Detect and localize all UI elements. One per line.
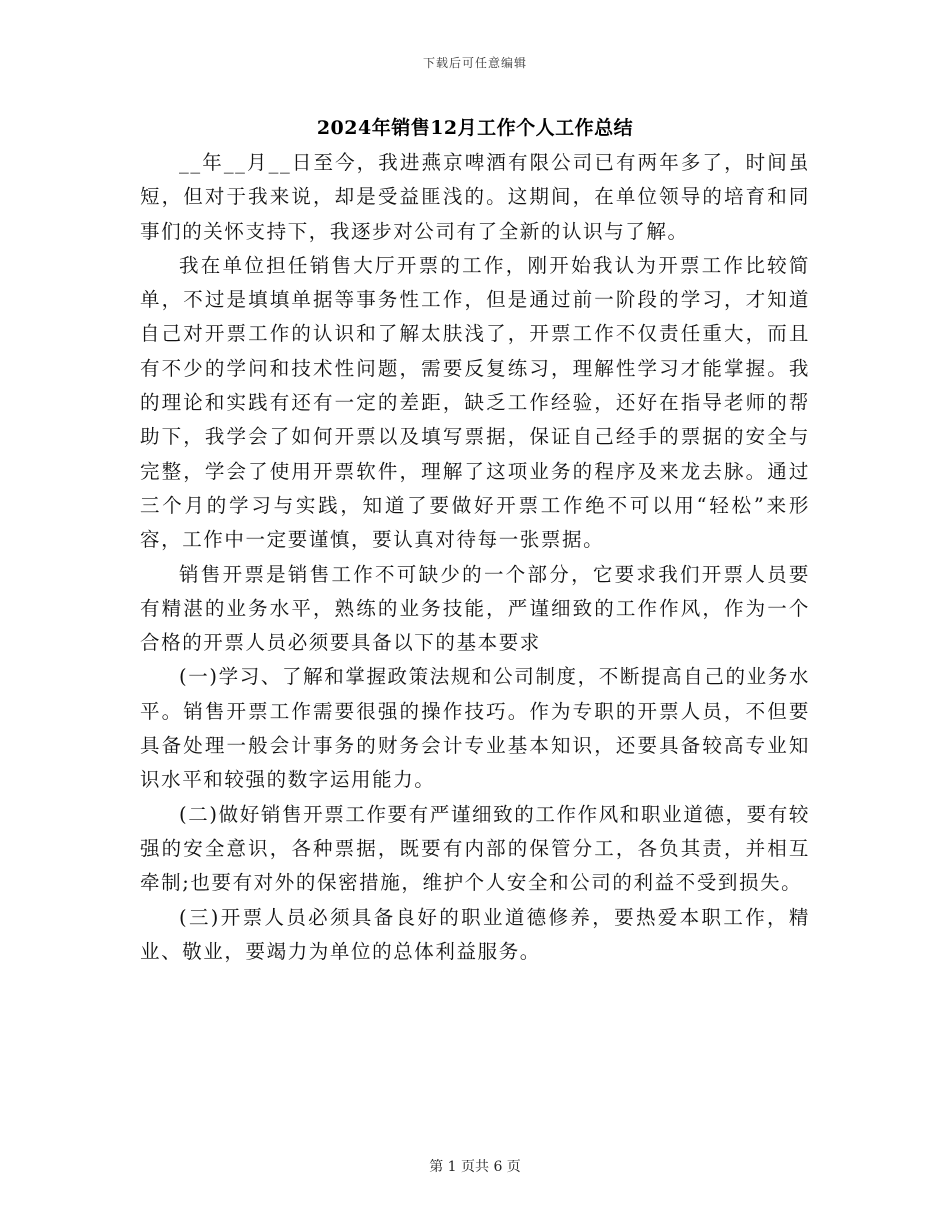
document-body (140, 146, 810, 969)
header-note: 下载后可任意编辑 (422, 56, 527, 70)
page-footer: 第 1 页共 6 页 (429, 1159, 521, 1175)
paragraph-requirement-3: (三)开票人员必须具备良好的职业道德修养，要热爱本职工作，精业、敬业，要竭力为单位的总体利益服务。 (140, 905, 810, 963)
paragraph-intro: __年__月__日至今，我进燕京啤酒有限公司已有两年多了，时间虽短，但对于我来说，却是受益匪浅的。这期间，在单位领导的培育和同事们的关怀支持下，我逐步对公司有了全新的认识与了解。 (140, 151, 810, 243)
paragraph-job-description: 我在单位担任销售大厅开票的工作，刚开始我认为开票工作比较简单，不过是填填单据等事务性工作，但是通过前一阶段的学习，才知道自己对开票工作的认识和了解太肤浅了，开票工作不仅责任重大，而且有不少的学问和技术性问题，需要反复练习，理解性学习才能掌握。我的理论和实践有还有一定的差距，缺乏工作经验，还好在指导老师的帮助下，我学会了如何开票以及填写票据，保证自己经手的票据的安全与完整，学会了使用开票软件，理解了这项业务的程序及来龙去脉。通过三个月的学习与实践，知道了要做好开票工作绝不可以用“轻松”来形容，工作中一定要谨慎，要认真对待每一张票据。 (140, 253, 810, 552)
paragraph-requirements-intro: 销售开票是销售工作不可缺少的一个部分，它要求我们开票人员要有精湛的业务水平，熟练的业务技能，严谨细致的工作作风，作为一个合格的开票人员必须要具备以下的基本要求 (140, 562, 810, 655)
paragraph-requirement-1: (一)学习、了解和掌握政策法规和公司制度，不断提高自己的业务水平。销售开票工作需要很强的操作技巧。作为专职的开票人员，不但要具备处理一般会计事务的财务会计专业基本知识，还要具备较高专业知识水平和较强的数字运用能力。 (140, 665, 810, 792)
document-title: 2024年销售12月工作个人工作总结 (316, 117, 634, 139)
paragraph-requirement-2: (二)做好销售开票工作要有严谨细致的工作作风和职业道德，要有较强的安全意识，各种票据，既要有内部的保管分工，各负其责，并相互牵制;也要有对外的保密措施，维护个人安全和公司的利益不受到损失。 (140, 802, 810, 895)
